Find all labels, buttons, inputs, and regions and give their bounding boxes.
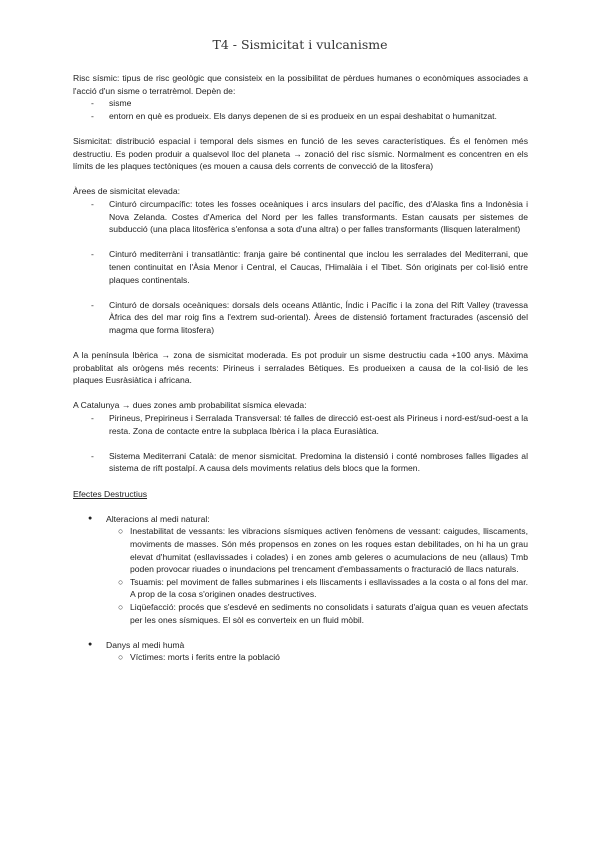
arees-item-circumpacific: Cinturó circumpacífic: totes les fosses oceàniques i arcs insulars del pacífic, des d'Alaska fins a Indonèsia i Nova Zelanda. Costes d'America del Nord per les falles transformants. Estan causats per sistemes de subducció (una placa litosfèrica s'enfonsa a sota d'una altra) o per falles transformants (llisquen lateralment) <box>109 198 528 235</box>
list-item <box>73 651 528 664</box>
efecte-tsunamis: Tsuamis: pel moviment de falles submarines i els lliscaments i esllavissades a la costa o al fons del mar. A prop de la cosa s'originen onades destructives. <box>130 576 528 600</box>
circle-marker: ○ <box>118 526 124 537</box>
arees-heading: Àrees de sismicitat elevada: <box>73 186 180 197</box>
list-item <box>73 412 528 437</box>
dash-marker: - <box>91 413 94 424</box>
list-item <box>73 601 528 626</box>
list-item <box>73 97 528 110</box>
circle-marker: ○ <box>118 652 124 663</box>
circle-marker: ○ <box>118 601 124 612</box>
catalunya-heading: A Catalunya → dues zones amb probabilitat sísmica elevada: <box>73 400 307 411</box>
list-item <box>73 450 528 475</box>
bullet-marker: ● <box>88 514 93 522</box>
efectes-heading: Efectes Destructius <box>73 488 148 499</box>
catalunya-item-pirineus: Pirineus, Prepirineus i Serralada Transversal: té falles de direcció est-oest als Pirineus i nord-est/sud-oest a la resta. Zona de contacte entre la subplaca Ibèrica i la placa Eurasiàtica. <box>109 413 528 436</box>
list-item <box>73 576 528 601</box>
list-item <box>73 525 528 575</box>
medi-huma-label: Danys al medi humà <box>106 639 185 650</box>
circle-marker: ○ <box>118 576 124 587</box>
list-item <box>73 639 528 652</box>
bullet-marker: ● <box>88 640 93 648</box>
risc-intro-paragraph: Risc sísmic: tipus de risc geològic que consisteix en la possibilitat de pèrdues humanes o econòmiques associades a l'acció d'un sisme o terratrèmol. Depèn de: <box>73 73 528 96</box>
dash-marker: - <box>91 110 94 121</box>
medi-natural-label: Alteracions al medi natural: <box>106 513 210 524</box>
dash-marker: - <box>91 450 94 461</box>
list-item <box>73 513 528 526</box>
dash-marker: - <box>91 98 94 109</box>
dash-marker: - <box>91 198 94 209</box>
risc-item-entorn: entorn en què es produeix. Els danys depenen de si es produeix en un espai deshabitat o humanitzat. <box>109 110 497 121</box>
list-item <box>73 248 528 286</box>
sismicitat-paragraph: Sismicitat: distribució espacial i temporal dels sismes en funció de les seves característiques. És el fenòmen més destructiu. Es poden produir a qualsevol lloc del planeta → zonació del risc sísmic. Normalment es concentren en els límits de les plaques tectòniques (es mouen a causa dels corrents de convecció de la litosfera) <box>73 135 528 172</box>
arees-item-mediterrani: Cinturó mediterràni i transatlàntic: franja gaire bé continental que inclou les serralades del Mediterrani, que tenen continuitat en l'Àsia Menor i Central, el Caucas, l'Himalàia i el Tibet. Són originats per col·lisió entre plaques continentals. <box>109 249 528 285</box>
efecte-liquefaccio: Liqüefacció: procés que s'esdevé en sediments no consolidats i saturats d'aigua quan es veuen afectats per les ones sísmiques. El sòl es converteix en un fluid mòbil. <box>130 601 528 625</box>
page-title: T4 - Sismicitat i vulcanisme <box>212 37 388 52</box>
dash-marker: - <box>91 299 94 310</box>
efecte-victimes: Víctimes: morts i ferits entre la població <box>130 652 280 663</box>
document-body <box>73 72 528 664</box>
efecte-inestabilitat: Inestabilitat de vessants: les vibracions sísmiques activen fenòmens de vessant: caigudes, lliscaments, moviments de masses. Són més propensos en zones on les roques estan debilitades, on hi ha un grau elevat d'humitat (esllavissades i colades) i en zones amb geleres o acumulacions de neu (allaus) Tmb poden provocar riuades o inundacions pel trencament d'embassaments o fracturació de llacs naturals. <box>130 526 528 575</box>
dash-marker: - <box>91 249 94 260</box>
catalunya-item-mediterrani: Sistema Mediterrani Català: de menor sismicitat. Predomina la distensió i conté nombroses falles lligades al sistema de rift postalpí. A causa dels moviments relatius dels blocs que la formen. <box>109 450 528 474</box>
list-item <box>73 110 528 123</box>
peninsula-paragraph: A la península Ibèrica → zona de sismicitat moderada. Es pot produir un sisme destructiu cada +100 anys. Màxima probablitat als orògens més recents: Pirineus i serralades Bètiques. Es produeixen a causa de la col·lisió de les plaques Eusràsiàtica i africana. <box>73 350 528 386</box>
list-item <box>73 198 528 236</box>
arees-item-dorsals: Cinturó de dorsals oceàniques: dorsals dels oceans Atlàntic, Índic i Pacífic i la zona del Rift Valley (travessa Àfrica des del mar roig fins a l'extrem sud-oriental). Àrees de distensió fortament fracturades (ascensió del magma que forma litosfera) <box>109 299 528 335</box>
risc-item-sisme: sisme <box>109 98 132 109</box>
list-item <box>73 299 528 337</box>
